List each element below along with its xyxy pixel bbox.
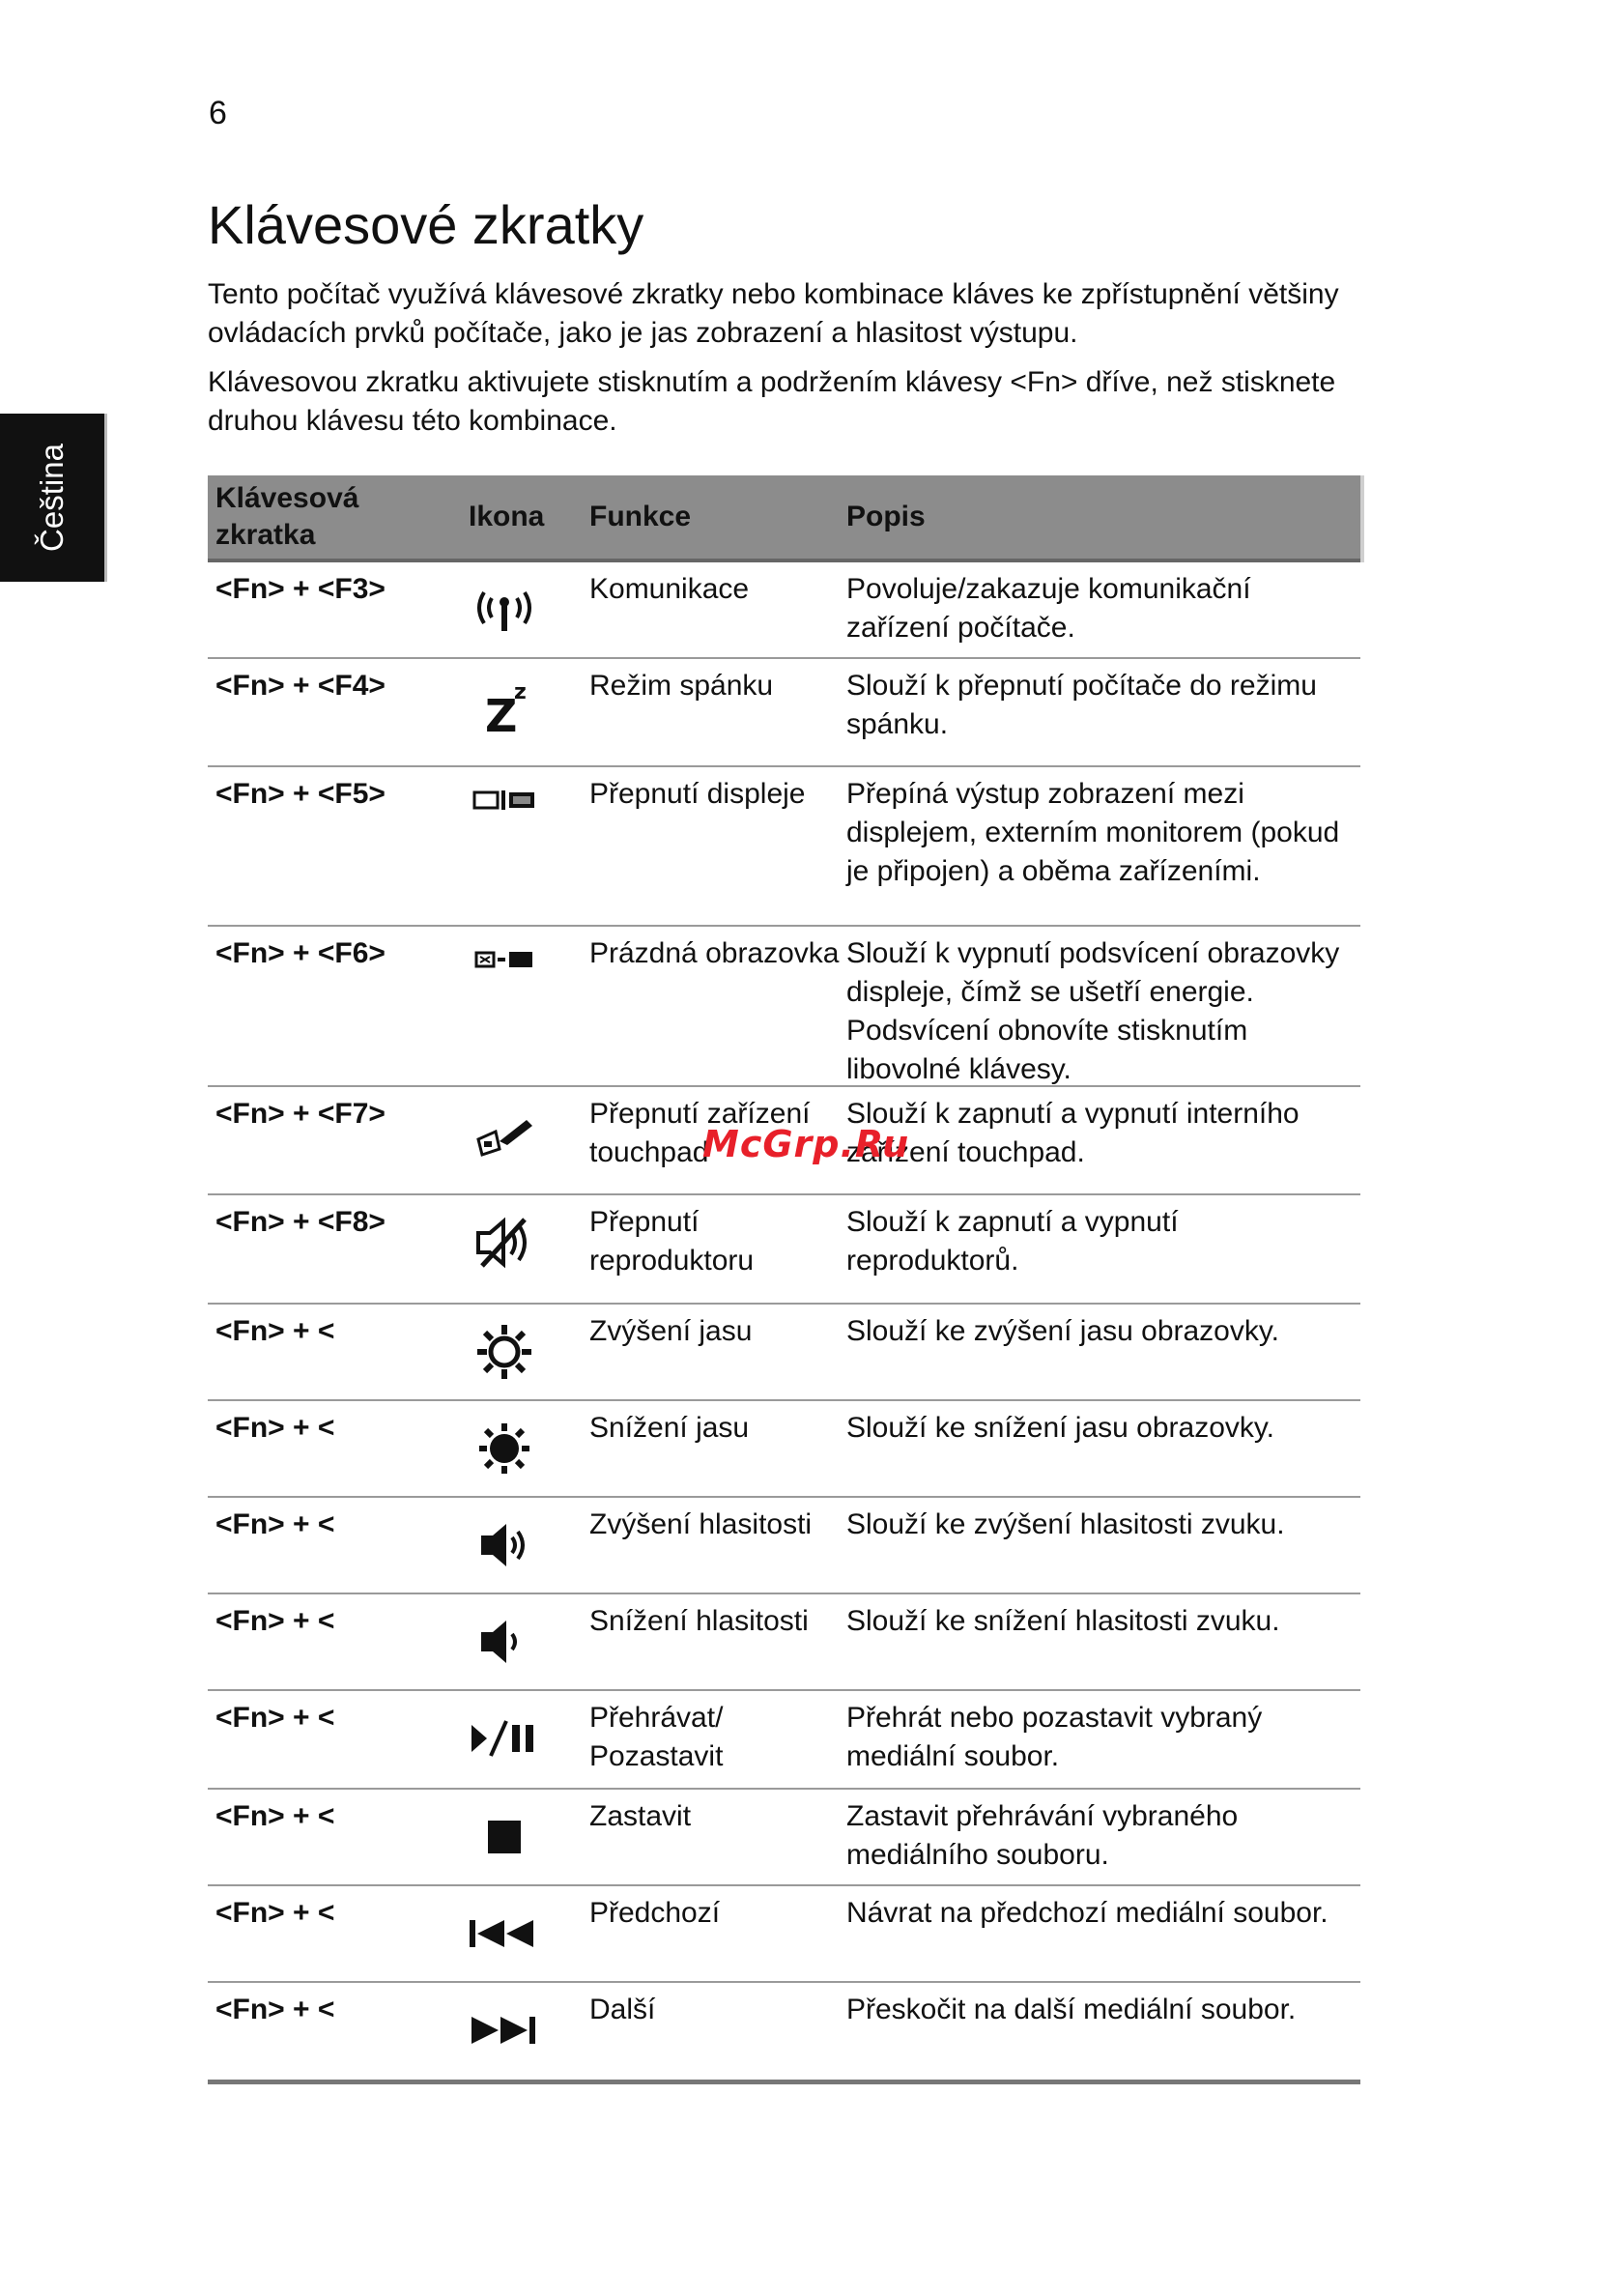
row-description: Návrat na předchozí mediální soubor. (846, 1897, 1329, 1929)
svg-text:Z: Z (485, 690, 518, 737)
row-key: <Fn> + <F8> (215, 1206, 386, 1238)
row-description: Přeskočit na další mediální soubor. (846, 1994, 1297, 2025)
row-key: <Fn> + <F3> (215, 573, 386, 605)
row-function: Komunikace (589, 573, 750, 605)
row-key: <Fn> + < (215, 1508, 335, 1540)
page-number: 6 (209, 95, 227, 131)
row-function: Přehrávat/ Pozastavit (589, 1702, 724, 1772)
table-row (208, 562, 1360, 659)
table-header (208, 475, 1360, 562)
brightness-down-icon (461, 1415, 548, 1482)
screen-blank-icon (461, 940, 548, 979)
hotkey-table (208, 475, 1360, 2084)
row-description: Slouží k zapnutí a vypnutí interního zařízení touchpad. (846, 1098, 1300, 1168)
row-function: Režim spánku (589, 670, 774, 702)
row-key: <Fn> + < (215, 1605, 335, 1637)
language-tab-label: Čeština (34, 444, 70, 552)
row-description: Zastavit přehrávání vybraného mediálního souboru. (846, 1800, 1239, 1871)
header-function: Funkce (589, 501, 692, 532)
language-tab (0, 414, 104, 582)
row-function: Prázdná obrazovka (589, 937, 840, 969)
volume-down-icon (461, 1608, 548, 1676)
table-row (208, 1886, 1360, 1983)
row-key: <Fn> + <F4> (215, 670, 386, 702)
row-description: Slouží ke snížení jasu obrazovky. (846, 1412, 1274, 1444)
row-function: Předchozí (589, 1897, 721, 1929)
row-description: Slouží ke snížení hlasitosti zvuku. (846, 1605, 1280, 1637)
row-key: <Fn> + < (215, 1994, 335, 2025)
header-icon: Ikona (469, 501, 545, 532)
table-row (208, 1691, 1360, 1790)
row-key: <Fn> + <F5> (215, 778, 386, 810)
play-pause-icon (461, 1705, 548, 1772)
row-description: Slouží k vypnutí podsvícení obrazovky displeje, čímž se ušetří energie. Podsvícení obnovíte stisknutím libovolné klávesy. (846, 937, 1340, 1085)
brightness-up-icon (461, 1318, 548, 1386)
row-key: <Fn> + < (215, 1800, 335, 1832)
next-icon (461, 1996, 548, 2064)
row-function: Přepnutí zařízení touchpad (589, 1098, 811, 1168)
table-row (208, 1498, 1360, 1594)
row-function: Přepnutí reproduktoru (589, 1206, 755, 1277)
row-description: Přepíná výstup zobrazení mezi displejem, externím monitorem (pokud je připojen) a oběma zařízeními. (846, 778, 1340, 887)
speaker-toggle-icon (461, 1209, 548, 1277)
row-description: Přehrát nebo pozastavit vybraný mediální soubor. (846, 1702, 1263, 1772)
row-description: Slouží k zapnutí a vypnutí reproduktorů. (846, 1206, 1179, 1277)
page-title: Klávesové zkratky (208, 194, 644, 255)
row-description: Slouží k přepnutí počítače do režimu spánku. (846, 670, 1317, 740)
stop-icon (461, 1803, 548, 1871)
table-row (208, 767, 1360, 927)
table-row (208, 1195, 1360, 1305)
row-description: Slouží ke zvýšení jasu obrazovky. (846, 1315, 1279, 1347)
volume-up-icon (461, 1511, 548, 1579)
row-function: Zvýšení jasu (589, 1315, 753, 1347)
header-key: Klávesová zkratka (215, 482, 359, 551)
table-row (208, 659, 1360, 767)
watermark: McGrp.Ru (702, 1123, 910, 1165)
row-key: <Fn> + <F7> (215, 1098, 386, 1130)
wireless-icon (461, 576, 548, 644)
row-function: Zvýšení hlasitosti (589, 1508, 813, 1540)
table-row (208, 1790, 1360, 1886)
intro-paragraph: Tento počítač využívá klávesové zkratky nebo kombinace kláves ke zpřístupnění většiny ovládacích prvků počítače, jako je jas zobrazení a hlasitost výstupu. (208, 278, 1339, 349)
table-row (208, 1401, 1360, 1498)
row-key: <Fn> + < (215, 1702, 335, 1734)
touchpad-toggle-icon (461, 1101, 548, 1168)
sleep-icon (461, 673, 548, 740)
row-description: Povoluje/zakazuje komunikační zařízení počítače. (846, 573, 1251, 644)
table-row (208, 1305, 1360, 1401)
row-key: <Fn> + < (215, 1897, 335, 1929)
row-description: Slouží ke zvýšení hlasitosti zvuku. (846, 1508, 1285, 1540)
instruction-paragraph: Klávesovou zkratku aktivujete stisknutím a podržením klávesy <Fn> dříve, než stisknete druhou klávesu této kombinace. (208, 366, 1336, 437)
row-function: Snížení hlasitosti (589, 1605, 809, 1637)
display-toggle-icon (461, 781, 548, 819)
table-row (208, 1983, 1360, 2084)
row-function: Zastavit (589, 1800, 692, 1832)
table-row (208, 927, 1360, 1087)
previous-icon (461, 1900, 548, 1967)
row-key: <Fn> + <F6> (215, 937, 386, 969)
row-function: Snížení jasu (589, 1412, 750, 1444)
svg-text:z: z (514, 680, 527, 704)
row-key: <Fn> + < (215, 1412, 335, 1444)
header-description: Popis (846, 501, 926, 532)
row-function: Přepnutí displeje (589, 778, 806, 810)
row-function: Další (589, 1994, 656, 2025)
table-row (208, 1594, 1360, 1691)
row-key: <Fn> + < (215, 1315, 335, 1347)
